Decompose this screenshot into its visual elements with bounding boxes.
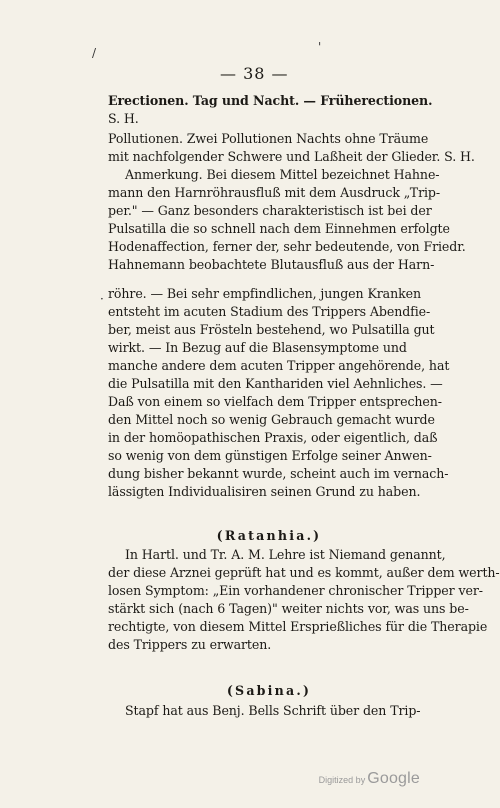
text-line: wirkt. — In Bezug auf die Blasensymptome und bbox=[108, 340, 407, 355]
text-line: S. H. bbox=[108, 111, 139, 126]
text-line: dung bisher bekannt wurde, scheint auch im vernach- bbox=[108, 466, 449, 481]
text-line: Erectionen. Tag und Nacht. — Früherectionen. bbox=[108, 93, 433, 108]
text-line: Pollutionen. Zwei Pollutionen Nachts ohne Träume bbox=[108, 131, 429, 146]
text-line: entsteht im acuten Stadium des Trippers Abendfie- bbox=[108, 304, 431, 319]
section-heading: (Sabina.) bbox=[226, 683, 312, 698]
text-line: ber, meist aus Frösteln bestehend, wo Pulsatilla gut bbox=[108, 322, 435, 337]
text-line: des Trippers zu erwarten. bbox=[108, 637, 272, 652]
margin-mark: · bbox=[100, 292, 104, 306]
section-heading: (Ratanhia.) bbox=[216, 528, 322, 543]
text-line: losen Symptom: „Ein vorhandener chronischer Tripper ver- bbox=[108, 583, 483, 598]
text-line: rechtigte, von diesem Mittel Ersprießliches für die Therapie bbox=[108, 619, 488, 634]
text-line: stärkt sich (nach 6 Tagen)" weiter nichts vor, was uns be- bbox=[108, 601, 469, 616]
text-line: röhre. — Bei sehr empfindlichen, jungen Kranken bbox=[108, 286, 421, 301]
text-line: mit nachfolgender Schwere und Laßheit der Glieder. S. H. bbox=[108, 149, 475, 164]
text-line: Stapf hat aus Benj. Bells Schrift über den Trip- bbox=[125, 703, 421, 718]
text-line: mann den Harnröhrausfluß mit dem Ausdruck „Trip- bbox=[108, 185, 441, 200]
text-line: Hahnemann beobachtete Blutausfluß aus der Harn- bbox=[108, 257, 435, 272]
text-line: die Pulsatilla mit den Kanthariden viel Aehnliches. — bbox=[108, 376, 443, 391]
google-logo: Google bbox=[367, 770, 420, 787]
text-line: Pulsatilla die so schnell nach dem Einnehmen erfolgte bbox=[108, 221, 450, 236]
digitized-label: Digitized by bbox=[318, 775, 366, 785]
text-line: In Hartl. und Tr. A. M. Lehre ist Niemand genannt, bbox=[125, 547, 446, 562]
text-line: so wenig von dem günstigen Erfolge seiner Anwen- bbox=[108, 448, 432, 463]
digitized-watermark bbox=[319, 770, 420, 788]
margin-mark: ' bbox=[318, 40, 322, 54]
page-number: — 38 — bbox=[220, 64, 289, 83]
text-line: den Mittel noch so wenig Gebrauch gemacht wurde bbox=[108, 412, 435, 427]
text-line: per." — Ganz besonders charakteristisch ist bei der bbox=[108, 203, 432, 218]
text-line: lässigten Individualisiren seinen Grund zu haben. bbox=[108, 484, 421, 499]
text-line: Daß von einem so vielfach dem Tripper entsprechen- bbox=[108, 394, 442, 409]
text-line: manche andere dem acuten Tripper angehörende, hat bbox=[108, 358, 450, 373]
text-line: Anmerkung. Bei diesem Mittel bezeichnet Hahne- bbox=[125, 167, 440, 182]
margin-mark: / bbox=[92, 46, 97, 60]
text-line: in der homöopathischen Praxis, oder eigentlich, daß bbox=[108, 430, 438, 445]
text-line: der diese Arznei geprüft hat und es kommt, außer dem werth- bbox=[108, 565, 500, 580]
text-line: Hodenaffection, ferner der, sehr bedeutende, von Friedr. bbox=[108, 239, 466, 254]
